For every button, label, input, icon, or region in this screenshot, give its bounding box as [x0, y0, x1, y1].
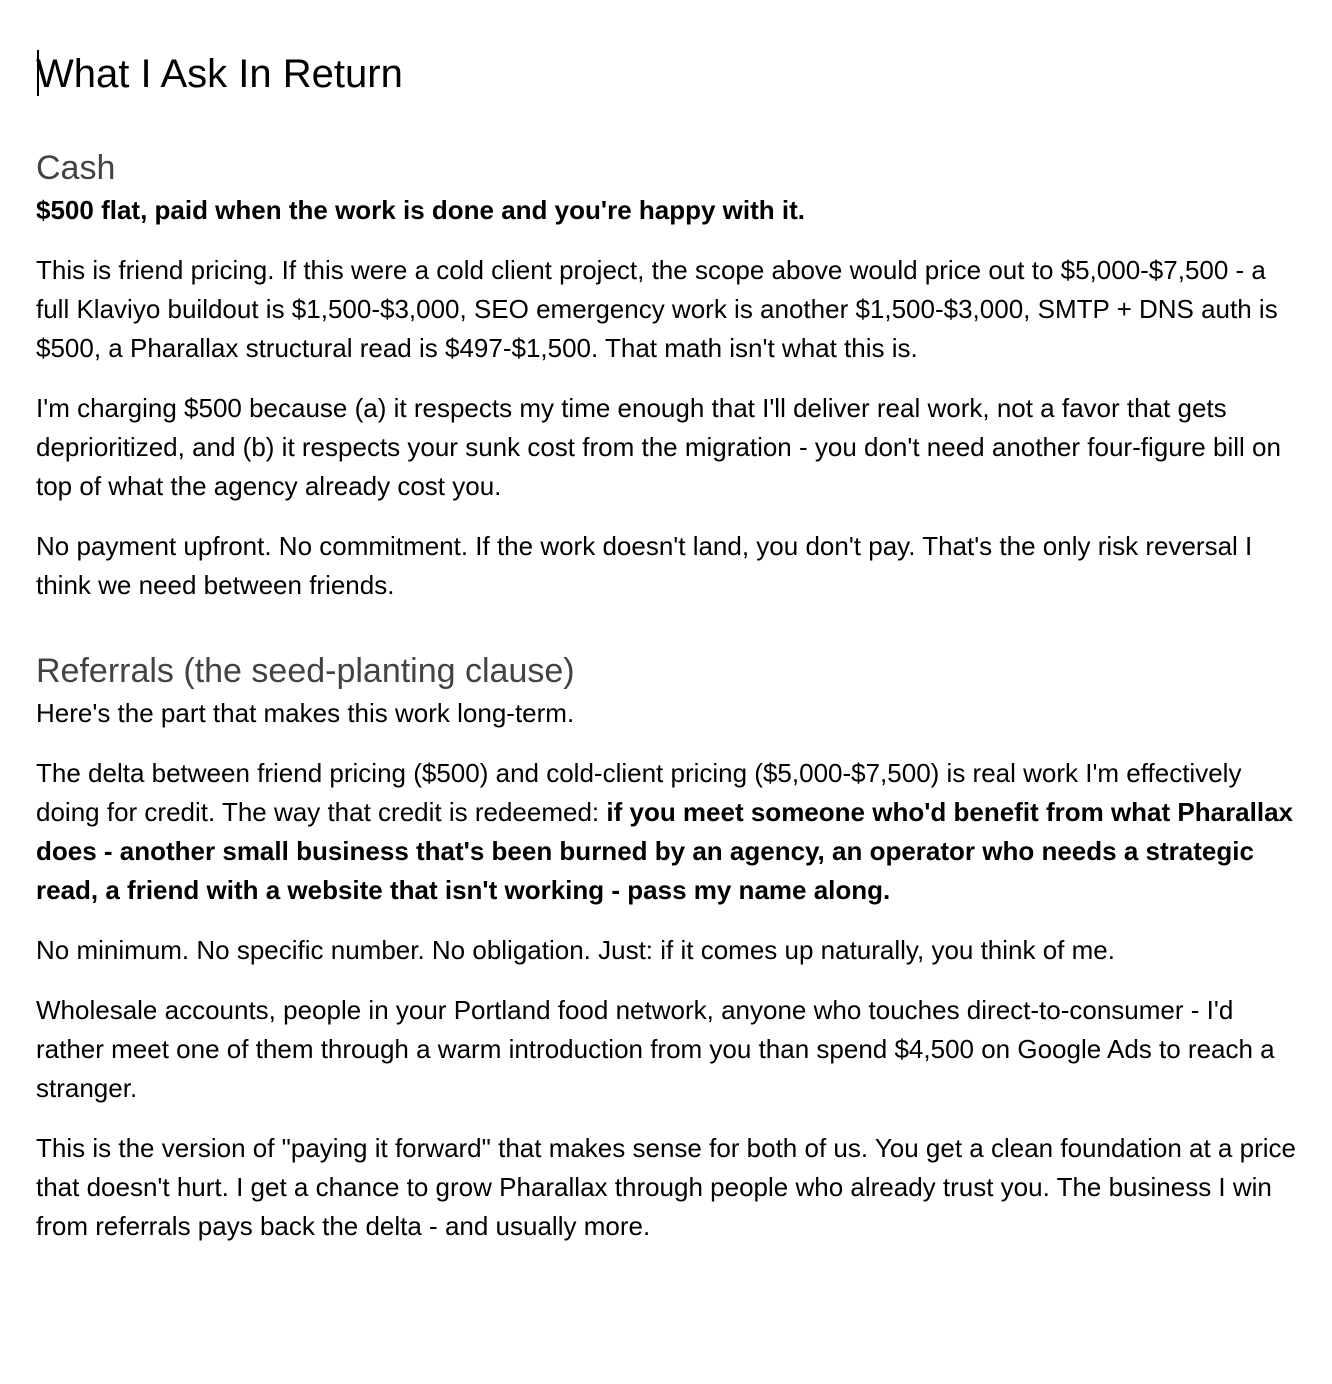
section-cash — [36, 148, 1296, 605]
cash-paragraph-2: I'm charging $500 because (a) it respects my time enough that I'll deliver real work, not a favor that gets deprioritized, and (b) it respects your sunk cost from the migration - you don't need another four-figure bill on top of what the agency already cost you. — [36, 393, 1281, 501]
referrals-paragraph-3: No minimum. No specific number. No obligation. Just: if it comes up naturally, you think of me. — [36, 935, 1115, 965]
referrals-paragraph-2-bold: if you meet someone who'd benefit from what Pharallax does - another small business that's been burned by an agency, an operator who needs a strategic read, a friend with a website that isn't working - pass my name along. — [36, 797, 1294, 905]
heading-cash: Cash — [36, 149, 116, 187]
section-referrals — [36, 651, 1296, 1246]
cash-paragraph-3: No payment upfront. No commitment. If the work doesn't land, you don't pay. That's the only risk reversal I think we need between friends. — [36, 531, 1253, 600]
document-body[interactable] — [36, 0, 1296, 1246]
cash-lead-bold: $500 flat, paid when the work is done and you're happy with it. — [36, 195, 805, 225]
cash-paragraph-1: This is friend pricing. If this were a cold client project, the scope above would price out to $5,000-$7,500 - a full Klaviyo buildout is $1,500-$3,000, SEO emergency work is another $1,500-$3,000, SMTP + DNS auth is $500, a Pharallax structural read is $497-$1,500. That math isn't what this is. — [36, 255, 1278, 363]
document-title: What I Ask In Return — [36, 52, 403, 96]
cash-lead-paragraph — [36, 191, 1296, 230]
referrals-paragraph-2-text: The delta between friend pricing ($500) and cold-client pricing ($5,000-$7,500) is real work I'm effectively doing for credit. The way that credit is redeemed: — [36, 758, 1242, 827]
referrals-paragraph-5: This is the version of "paying it forward" that makes sense for both of us. You get a clean foundation at a price that doesn't hurt. I get a chance to grow Pharallax through people who already trust you. The business I win from referrals pays back the delta - and usually more. — [36, 1133, 1296, 1241]
referrals-paragraph-1: Here's the part that makes this work long-term. — [36, 698, 575, 728]
referrals-paragraph-2 — [36, 754, 1296, 910]
heading-referrals: Referrals (the seed-planting clause) — [36, 652, 575, 690]
referrals-paragraph-4: Wholesale accounts, people in your Portland food network, anyone who touches direct-to-consumer - I'd rather meet one of them through a warm introduction from you than spend $4,500 on Google Ads to reach a stranger. — [36, 995, 1275, 1103]
